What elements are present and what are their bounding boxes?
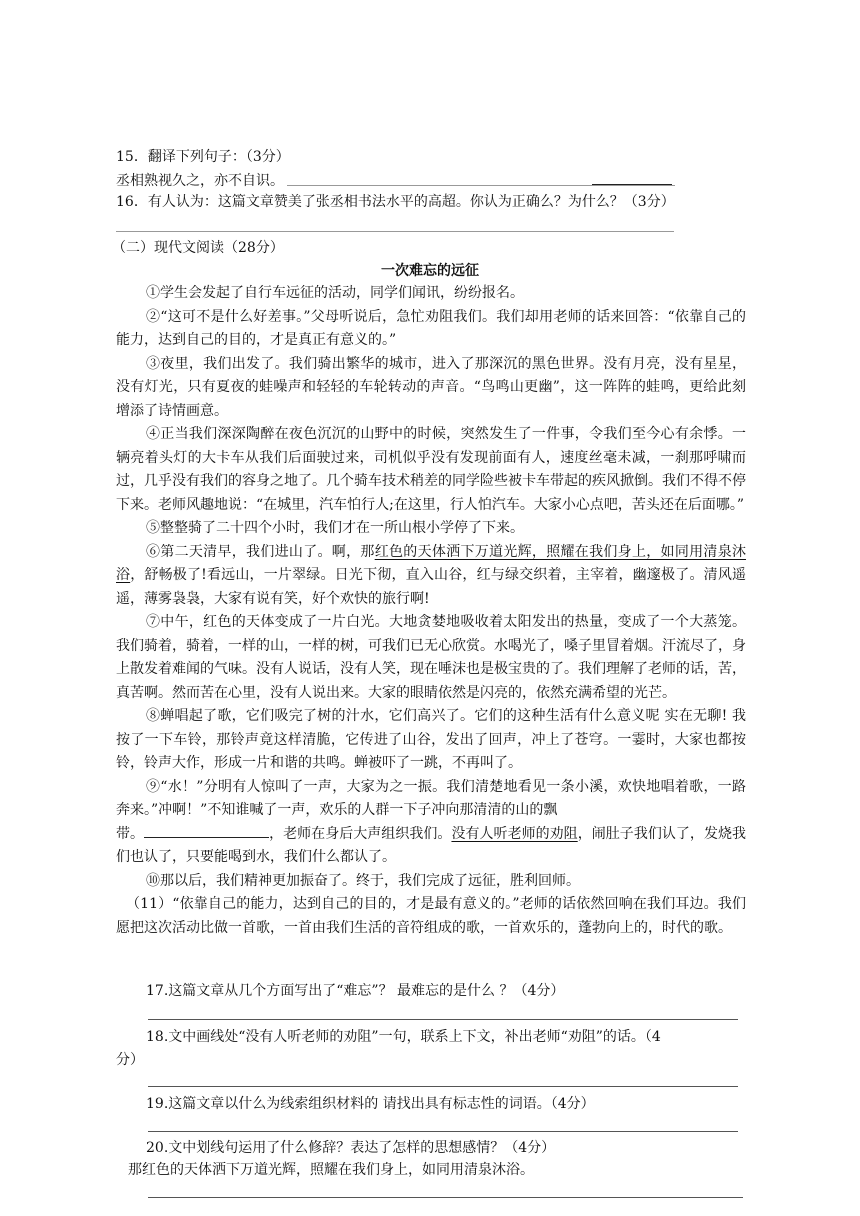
underlined-sentence: 红色的天体洒下万道光辉，照耀在我们身上，如同用清泉沐浴	[116, 543, 747, 583]
paragraph-5: ⑤整整骑了二十四个小时，我们才在一所山根小学停了下来。	[146, 520, 524, 536]
q18-prompt: 18.文中画线处“没有人听老师的劝阻”一句，联系上下文，补出老师“劝阻”的话。（4	[146, 1029, 661, 1045]
q15-answer-line[interactable]	[287, 185, 675, 186]
paragraph-9	[116, 776, 746, 823]
paragraph-1: ①学生会发起了自行车远征的活动，同学们闻讯，纷纷报名。	[146, 285, 524, 301]
paragraph-10: ⑩那以后，我们精神更加振奋了。终于，我们完成了远征，胜利回师。	[146, 872, 580, 889]
q19-answer-line[interactable]	[148, 1131, 738, 1132]
q20-prompt: 20.文中划线句运用了什么修辞？表达了怎样的思想感情？（4分）	[146, 1140, 556, 1156]
paragraph-8: ⑧蝉唱起了歌，它们吸完了树的汁水，它们高兴了。它们的这种生活有什么意义呢 实在无聊! 我按了一下车铃，那铃声竟这样清脆，它传进了山谷，发出了回声，冲上了苍穹。一霎时，大家也都按铃，铃声大作，形成一片和谐的共鸣。蝉被吓了一跳，不再叫了。	[116, 708, 746, 771]
q18-answer-line[interactable]	[148, 1086, 738, 1087]
paragraph-9-cont	[116, 823, 746, 870]
paragraph-2: ②“这可不是什么好差事。”父母听说后，急忙劝阻我们。我们却用老师的话来回答：“依靠自己的能力，达到自己的目的，才是真正有意义的。”	[116, 308, 746, 348]
article-title: 一次难忘的远征	[381, 263, 479, 279]
q20-answer-line[interactable]	[148, 1197, 743, 1198]
q15-answer-line-dark	[592, 184, 672, 185]
paragraph-4: ④正当我们深深陶醉在夜色沉沉的山野中的时候，突然发生了一件事，令我们至今心有余悸。一辆亮着头灯的大卡车从我们后面驶过来，司机似乎没有发现前面有人，速度丝毫未减，一刹那呼啸而过，几乎没有我们的容身之地了。几个骑车技术稍差的同学险些被卡车带起的疾风掀倒。我们不得不停下来。老师风趣地说：“在城里，汽车怕行人;在这里，行人怕汽车。大家小心点吧，苦头还在后面哪。”	[116, 426, 746, 513]
paragraph-9-mid: ，老师在身后大声组织我们。	[269, 825, 452, 842]
q16-answer-line[interactable]	[116, 231, 674, 232]
paragraph-11: （11）“依靠自己的能力，达到自己的目的，才是最有意义的。”老师的话依然回响在我们耳边。我们愿把这次活动比做一首歌，一首由我们生活的音符组成的歌，一首欢乐的，蓬勃向上的，时代的歌。	[116, 896, 746, 936]
paragraph-6-end: ，舒畅极了!看远山，一片翠绿。日光下彻，直入山谷，红与绿交织着，主宰着，幽邃极了。清风遥遥，薄雾袅袅，大家有说有笑，好个欢快的旅行啊!	[116, 567, 747, 607]
paragraph-3: ③夜里，我们出发了。我们骑出繁华的城市，进入了那深沉的黑色世界。没有月亮，没有星星，没有灯光，只有夏夜的蛙噪声和轻轻的车轮转动的声音。“鸟鸣山更幽”，这一阵阵的蛙鸣，更给此刻增添了诗情画意。	[116, 355, 746, 419]
paragraph-6-start: ⑥第二天清早，我们进山了。啊，那	[146, 543, 375, 560]
paragraph-9-start: ⑨“水！”分明有人惊叫了一声，大家为之一振。我们清楚地看见一条小溪，欢快地唱着歌，一路奔来。”冲啊！”不知谁喊了一声，欢乐的人群一下子冲向那清清的山的飘	[116, 778, 746, 818]
paragraph-9-end: ，闹肚子我们认了，发烧我们也认了，只要能喝到水，我们什么都认了。	[116, 825, 747, 865]
q16-prompt: 16．有人认为：这篇文章赞美了张丞相书法水平的高超。你认为正确么？为什么？（3分）	[116, 194, 675, 210]
paragraph-6	[116, 541, 746, 612]
q19-prompt: 19.这篇文章以什么为线索组织材料的 请找出具有标志性的词语。（4分）	[146, 1096, 595, 1112]
section-heading: （二）现代文阅读（28分）	[112, 240, 284, 256]
q15-prompt: 15．翻译下列句子：（3分）	[116, 149, 290, 165]
q15-sentence: 丞相熟视久之，亦不自识。	[116, 173, 284, 189]
q17-answer-line[interactable]	[148, 1019, 738, 1020]
paragraph-9-dai: 带。	[116, 825, 145, 842]
paragraph-7: ⑦中午，红色的天体变成了一片白光。大地贪婪地吸收着太阳发出的热量，变成了一个大蒸笼。我们骑着，骑着，一样的山，一样的树，可我们已无心欣赏。水喝光了，嗓子里冒着烟。汗流尽了，身上散发着难闻的气味。没有人说话，没有人笑，现在唾沫也是极宝贵的了。我们理解了老师的话，苦，真苦啊。然而苦在心里，没有人说出来。大家的眼睛依然是闪亮的，依然充满希望的光芒。	[116, 614, 746, 701]
underlined-phrase: 没有人听老师的劝阻	[451, 825, 578, 842]
q17-prompt: 17.这篇文章从几个方面写出了“难忘”？ 最难忘的是什么 ？（4分）	[146, 983, 565, 999]
q20-quote: 那红色的天体洒下万道光辉，照耀在我们身上，如同用清泉沐浴。	[128, 1162, 534, 1178]
fill-in-blank[interactable]	[144, 823, 269, 838]
q18-prompt-cont: 分）	[116, 1052, 144, 1068]
article-body	[116, 282, 746, 940]
